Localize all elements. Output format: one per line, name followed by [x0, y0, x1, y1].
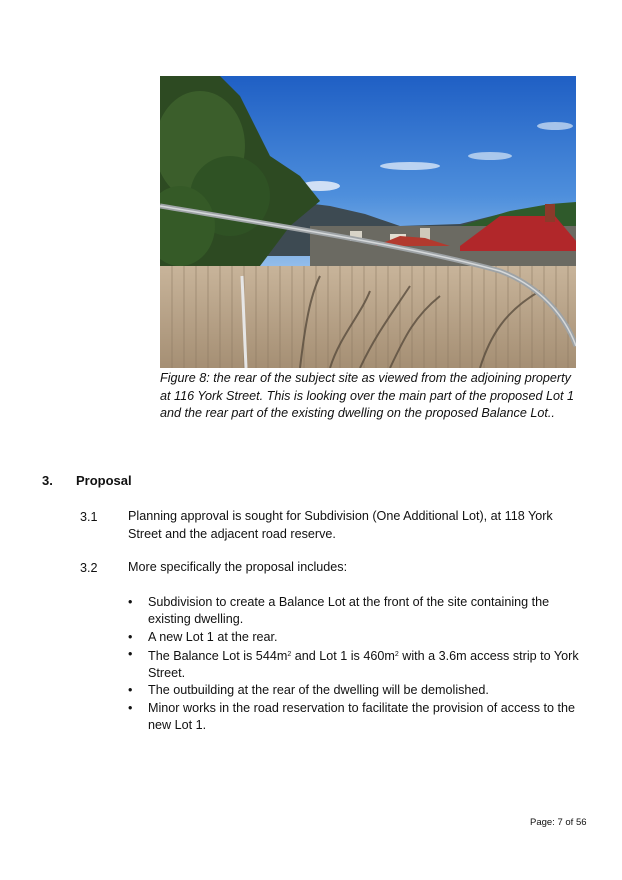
paragraph-number: 3.1: [80, 510, 98, 524]
bullet-line: new Lot 1.: [148, 718, 207, 733]
page-number: Page: 7 of 56: [530, 817, 587, 828]
bullet-line: existing dwelling.: [148, 612, 244, 627]
bullet-text: and Lot 1 is 460m: [291, 648, 395, 663]
chimney: [545, 204, 555, 222]
bullet-icon: •: [128, 646, 133, 661]
paragraph-line: More specifically the proposal includes:: [128, 560, 348, 574]
site-photo: [160, 76, 576, 368]
list-item: [128, 629, 580, 646]
list-item: [128, 700, 580, 735]
caption-line: Figure 8: the rear of the subject site as viewed from the adjoining property: [160, 371, 571, 385]
cloud: [380, 162, 440, 170]
superscript: 2: [287, 650, 292, 658]
section-number: 3.: [42, 473, 53, 488]
cloud: [468, 152, 512, 160]
section-title: Proposal: [76, 473, 132, 488]
bullet-text: with a 3.6m access strip to York: [398, 648, 579, 663]
bullet-line: Subdivision to create a Balance Lot at the front of the site containing the: [148, 595, 550, 609]
bullet-icon: •: [128, 700, 133, 715]
paragraph-text: [128, 508, 578, 543]
paragraph-line: Planning approval is sought for Subdivision (One Additional Lot), at 118 York: [128, 509, 553, 523]
bullet-line: A new Lot 1 at the rear.: [148, 629, 278, 644]
list-item: [128, 594, 580, 629]
cloud: [537, 122, 573, 130]
list-item: [128, 682, 580, 699]
proposal-bullet-list: [128, 594, 580, 734]
paragraph-text: [128, 559, 578, 577]
bullet-line: Street.: [148, 666, 186, 681]
bullet-icon: •: [128, 683, 133, 698]
paragraph-number: 3.2: [80, 561, 98, 575]
bullet-icon: •: [128, 629, 133, 644]
bullet-line: [148, 646, 580, 665]
bullet-line: The outbuilding at the rear of the dwelling will be demolished.: [148, 683, 489, 698]
paragraph-line: Street and the adjacent road reserve.: [128, 526, 336, 541]
caption-line: at 116 York Street. This is looking over the main part of the proposed Lot 1: [160, 388, 574, 403]
list-item: [128, 646, 580, 683]
figure-caption: [160, 370, 580, 423]
bullet-line: Minor works in the road reservation to facilitate the provision of access to the: [148, 700, 575, 715]
bullet-text: The Balance Lot is 544m: [148, 648, 288, 663]
caption-line: and the rear part of the existing dwelling on the proposed Balance Lot..: [160, 406, 555, 420]
bullet-icon: •: [128, 595, 133, 609]
superscript: 2: [394, 650, 399, 658]
